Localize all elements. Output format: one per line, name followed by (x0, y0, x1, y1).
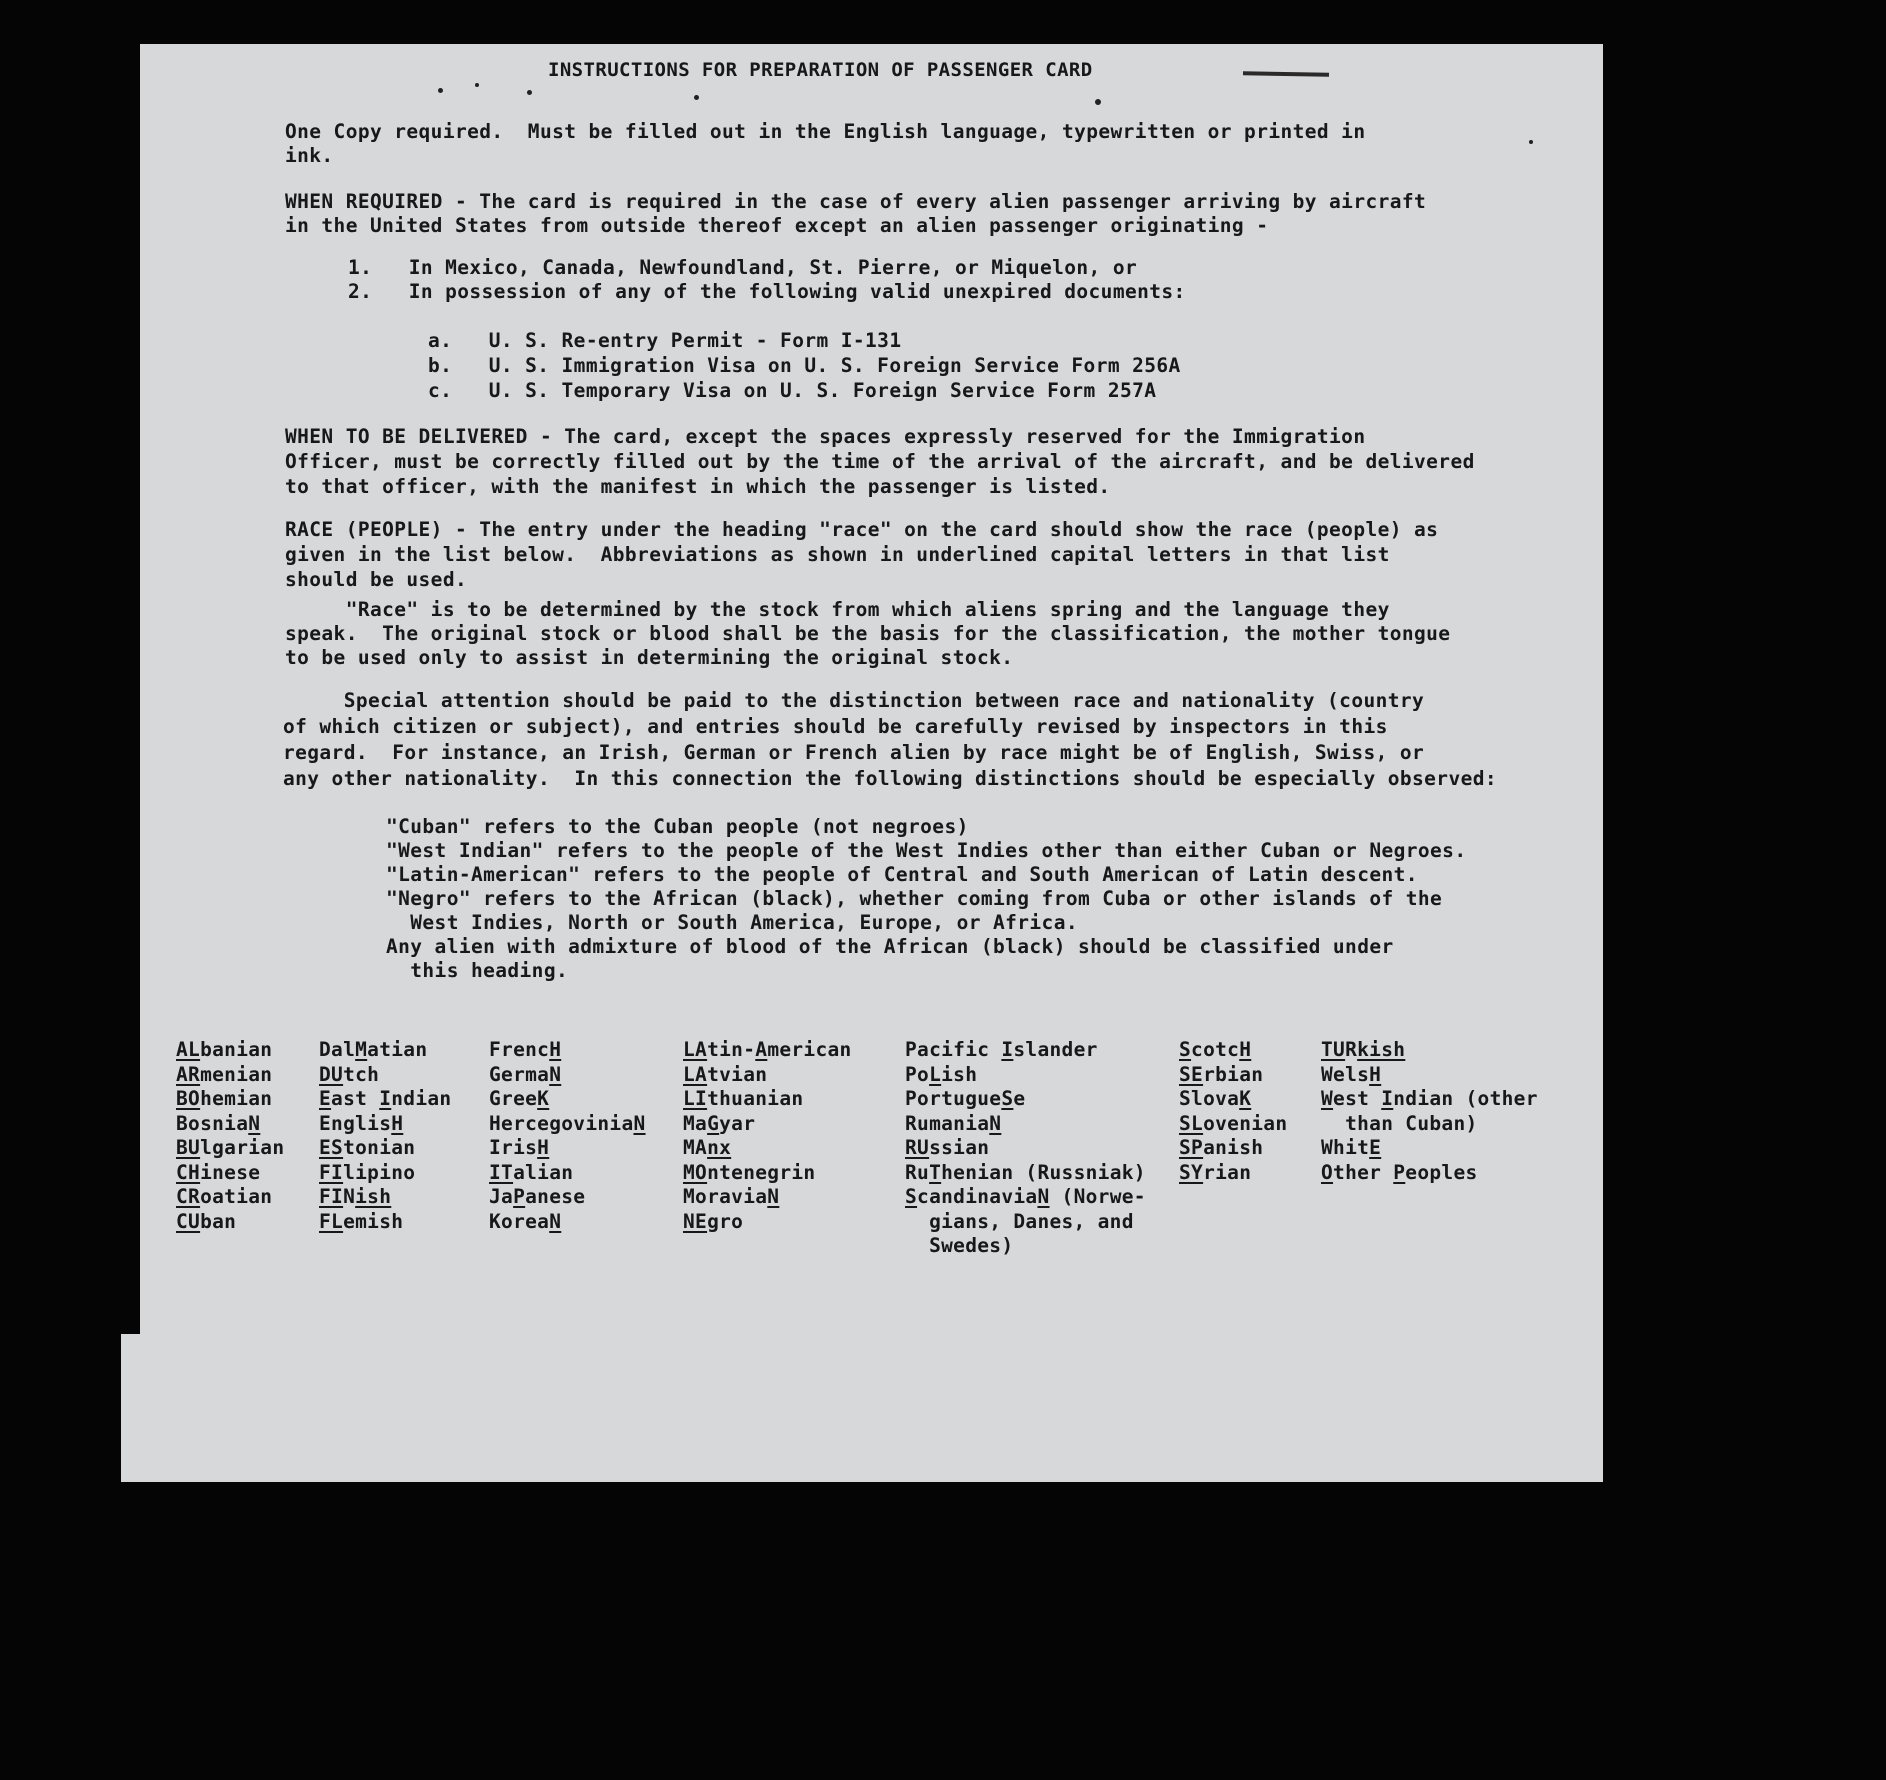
race-entry (683, 1038, 852, 1063)
intro-line: ink. (285, 144, 334, 167)
race-entry (905, 1161, 1146, 1186)
when-required-line: in the United States from outside thereof except an alien passenger originating - (285, 214, 1269, 237)
race-entry (319, 1210, 451, 1235)
abbreviation-letters: P (1393, 1160, 1406, 1184)
race-column-7 (1321, 1038, 1538, 1185)
race-column-1 (176, 1038, 284, 1234)
abbreviation-letters: T (929, 1160, 942, 1184)
race-text: banian (200, 1038, 273, 1061)
abbreviation-letters: CR (176, 1185, 201, 1208)
special-line: regard. For instance, an Irish, German or French alien by race might be of English, Swiss, or (283, 741, 1425, 764)
race-text: Po (905, 1062, 930, 1086)
race-text: tvian (707, 1062, 768, 1086)
race-text: ndian (other (1393, 1087, 1538, 1110)
abbreviation-letters: M (355, 1038, 368, 1061)
race-text: ndian (391, 1087, 452, 1110)
race-column-4 (683, 1038, 852, 1234)
abbreviation-letters: FI (319, 1185, 344, 1208)
race-entry (319, 1112, 451, 1137)
race-entry (683, 1185, 852, 1210)
race-text: menian (200, 1062, 273, 1086)
race-text: ban (200, 1209, 237, 1233)
race-entry (176, 1210, 284, 1235)
distinction-line: Any alien with admixture of blood of the African (black) should be classified under (386, 935, 1394, 958)
abbreviation-letters: CH (176, 1160, 201, 1184)
abbreviation-letters: H (1239, 1038, 1252, 1061)
race-entry (489, 1063, 646, 1088)
race-entry (683, 1063, 852, 1088)
race-text: Rumania (905, 1111, 990, 1135)
race-entry (683, 1161, 852, 1186)
race-entry (1321, 1038, 1538, 1063)
abbreviation-letters: S (1179, 1038, 1192, 1061)
when-delivered-line: WHEN TO BE DELIVERED - The card, except the spaces expressly reserved for the Immigration (285, 425, 1366, 448)
race-text: Gree (489, 1087, 538, 1110)
race-text: oatian (200, 1185, 273, 1208)
abbreviation-letters: N (633, 1111, 646, 1135)
ink-speck (1529, 140, 1533, 144)
race-entry (176, 1063, 284, 1088)
race-entry (1321, 1112, 1538, 1137)
race-text: rian (1203, 1160, 1252, 1184)
abbreviation-letters: H (1369, 1062, 1382, 1086)
ink-speck (475, 83, 479, 87)
race-line: given in the list below. Abbreviations as shown in underlined capital letters in that list (285, 543, 1390, 566)
race-definition-paragraph (285, 598, 1585, 670)
race-entry (1179, 1112, 1287, 1137)
abbreviation-letters: ES (319, 1136, 344, 1159)
abbreviation-letters: O (1321, 1160, 1334, 1184)
abbreviation-letters: IT (489, 1160, 514, 1184)
race-entry (905, 1087, 1146, 1112)
abbreviation-letters: MO (683, 1160, 708, 1184)
race-column-3 (489, 1038, 646, 1234)
ink-speck (438, 88, 443, 93)
race-text: thuanian (707, 1087, 804, 1110)
race-text: Slova (1179, 1087, 1240, 1110)
race-text: R (1345, 1038, 1358, 1061)
numbered-item: 2. In possession of any of the following valid unexpired documents: (348, 280, 1186, 303)
abbreviation-letters: NE (683, 1209, 708, 1233)
abbreviation-letters: BO (176, 1087, 201, 1110)
abbreviation-letters: N (549, 1209, 562, 1233)
race-text: alian (513, 1160, 574, 1184)
distinction-line: this heading. (386, 959, 569, 982)
race-entry (683, 1087, 852, 1112)
abbreviation-letters: K (1239, 1087, 1252, 1110)
race-text: ssian (929, 1136, 990, 1159)
numbered-item: 1. In Mexico, Canada, Newfoundland, St. Pierre, or Miquelon, or (348, 256, 1138, 279)
intro-line: One Copy required. Must be filled out in the English language, typewritten or printed in (285, 120, 1366, 143)
race-text: rbian (1203, 1062, 1264, 1086)
distinction-line: "Cuban" refers to the Cuban people (not negroes) (386, 815, 969, 838)
special-line: Special attention should be paid to the distinction between race and nationality (country (283, 689, 1425, 712)
race-text: eoples (1405, 1160, 1478, 1184)
abbreviation-letters: N (248, 1111, 261, 1135)
race-column-6 (1179, 1038, 1287, 1185)
race-text: MA (683, 1136, 708, 1159)
race-entry (1321, 1087, 1538, 1112)
race-text: lgarian (200, 1136, 285, 1159)
race-entry (176, 1038, 284, 1063)
race-entry (1179, 1087, 1287, 1112)
race-text: lipino (343, 1160, 416, 1184)
when-required-line: WHEN REQUIRED - The card is required in the case of every alien passenger arriving by aircraft (285, 190, 1427, 213)
race-entry (489, 1185, 646, 1210)
race-text: atian (367, 1038, 428, 1061)
special-line: of which citizen or subject), and entries should be carefully revised by inspectors in this (283, 715, 1388, 738)
abbreviation-letters: BU (176, 1136, 201, 1159)
race-text: yar (719, 1111, 756, 1135)
race-text: Englis (319, 1111, 392, 1135)
race-entry (489, 1112, 646, 1137)
race-text: Wels (1321, 1062, 1370, 1086)
race-text: gro (707, 1209, 744, 1233)
race-entry (905, 1136, 1146, 1161)
race-text: Hercegovinia (489, 1111, 634, 1135)
special-line: any other nationality. In this connection the following distinctions should be especially observed: (283, 767, 1497, 790)
abbreviation-letters: N (989, 1111, 1002, 1135)
race-line: should be used. (285, 568, 468, 591)
abbreviation-letters: LA (683, 1038, 708, 1061)
abbreviation-letters: K (537, 1087, 550, 1110)
race-entry (176, 1087, 284, 1112)
race-text: e (1013, 1087, 1026, 1110)
abbreviation-letters: G (707, 1111, 720, 1135)
race-text: tch (343, 1062, 380, 1086)
when-delivered-line: Officer, must be correctly filled out by the time of the arrival of the aircraft, and be delivered (285, 450, 1475, 473)
race-definition-line: "Race" is to be determined by the stock from which aliens spring and the language they (285, 598, 1390, 621)
race-entry (1179, 1161, 1287, 1186)
distinction-line: "West Indian" refers to the people of the West Indies other than either Cuban or Negroes. (386, 839, 1467, 862)
race-definition-line: to be used only to assist in determining the original stock. (285, 646, 1014, 669)
race-line: RACE (PEOPLE) - The entry under the heading "race" on the card should show the race (people) as (285, 518, 1439, 541)
race-entry (176, 1136, 284, 1161)
when-delivered-paragraph (285, 424, 1585, 499)
race-entry (176, 1112, 284, 1137)
abbreviation-letters: SE (1179, 1062, 1204, 1086)
page-title: INSTRUCTIONS FOR PREPARATION OF PASSENGER CARD (548, 59, 1093, 81)
special-attention-paragraph (283, 688, 1583, 792)
race-entry (319, 1161, 451, 1186)
abbreviation-letters: TU (1321, 1038, 1346, 1061)
race-entry (1321, 1063, 1538, 1088)
race-entry (683, 1136, 852, 1161)
race-entry (683, 1210, 852, 1235)
race-column-2 (319, 1038, 451, 1234)
race-definition-line: speak. The original stock or blood shall be the basis for the classification, the mother tongue (285, 622, 1451, 645)
abbreviation-letters: RU (905, 1136, 930, 1159)
abbreviation-letters: CU (176, 1209, 201, 1233)
abbreviation-letters: N (1037, 1185, 1050, 1208)
race-text: Ru (905, 1160, 930, 1184)
abbreviation-letters: AL (176, 1038, 201, 1061)
race-text: Germa (489, 1062, 550, 1086)
race-entry (905, 1063, 1146, 1088)
abbreviation-letters: P (513, 1185, 526, 1208)
race-entry (176, 1161, 284, 1186)
race-entry (1179, 1038, 1287, 1063)
ink-speck (1095, 99, 1101, 105)
race-text: N (343, 1185, 356, 1208)
race-entry (489, 1136, 646, 1161)
distinction-line: "Latin-American" refers to the people of Central and South American of Latin descent. (386, 863, 1418, 886)
abbreviation-letters: SL (1179, 1111, 1204, 1135)
abbreviation-letters: LA (683, 1062, 708, 1086)
race-text: ish (941, 1062, 978, 1086)
race-text: Pacific (905, 1038, 1002, 1061)
abbreviation-letters: N (549, 1062, 562, 1086)
abbreviation-letters: L (929, 1062, 942, 1086)
abbreviation-letters: kish (1357, 1038, 1406, 1061)
abbreviation-letters: H (537, 1136, 550, 1159)
abbreviation-letters: S (905, 1185, 918, 1208)
abbreviation-letters: W (1321, 1087, 1334, 1110)
when-delivered-line: to that officer, with the manifest in which the passenger is listed. (285, 475, 1111, 498)
abbreviation-letters: SY (1179, 1160, 1204, 1184)
abbreviation-letters: FL (319, 1209, 344, 1233)
race-text: ast (331, 1087, 380, 1110)
abbreviation-letters: N (767, 1185, 780, 1208)
race-text: (Norwe- (1049, 1185, 1146, 1208)
race-text: inese (200, 1160, 261, 1184)
abbreviation-letters: DU (319, 1062, 344, 1086)
race-entry (319, 1185, 451, 1210)
race-entry (319, 1136, 451, 1161)
race-text: slander (1013, 1038, 1098, 1061)
race-text: Frenc (489, 1038, 550, 1061)
race-text: candinavia (917, 1185, 1038, 1208)
abbreviation-letters: I (1001, 1038, 1014, 1061)
ink-speck (694, 95, 699, 100)
race-text: ntenegrin (707, 1160, 816, 1184)
numbered-list (348, 256, 1648, 304)
race-text: Whit (1321, 1136, 1370, 1159)
race-entry (1179, 1063, 1287, 1088)
race-entry (489, 1161, 646, 1186)
race-entry (176, 1185, 284, 1210)
race-entry (1179, 1136, 1287, 1161)
race-text: Korea (489, 1209, 550, 1233)
race-text: Bosnia (176, 1111, 249, 1135)
abbreviation-letters: I (1381, 1087, 1394, 1110)
race-text: Ja (489, 1185, 514, 1208)
lettered-item: b. U. S. Immigration Visa on U. S. Foreign Service Form 256A (428, 354, 1181, 377)
race-entry (905, 1112, 1146, 1137)
abbreviation-letters: E (319, 1087, 332, 1110)
race-text: anese (525, 1185, 586, 1208)
race-text: Iris (489, 1136, 538, 1159)
abbreviation-letters: H (391, 1111, 404, 1135)
race-text: ovenian (1203, 1111, 1288, 1135)
abbreviation-letters: ish (355, 1185, 392, 1208)
intro-paragraph (285, 120, 1585, 168)
race-entry (905, 1038, 1146, 1063)
lettered-item: a. U. S. Re-entry Permit - Form I-131 (428, 329, 902, 352)
race-entry (489, 1038, 646, 1063)
abbreviation-letters: I (379, 1087, 392, 1110)
when-required-paragraph (285, 190, 1585, 238)
race-entry (319, 1038, 451, 1063)
race-text: est (1333, 1087, 1382, 1110)
race-text: tin- (707, 1038, 756, 1061)
race-text: anish (1203, 1136, 1264, 1159)
lettered-list (428, 328, 1728, 403)
race-text: Moravia (683, 1185, 768, 1208)
race-text: henian (Russniak) (941, 1160, 1146, 1184)
abbreviation-letters: E (1369, 1136, 1382, 1159)
abbreviation-letters: H (549, 1038, 562, 1061)
race-entry (1321, 1161, 1538, 1186)
race-paragraph (285, 517, 1585, 592)
race-entry (1321, 1136, 1538, 1161)
race-entry (905, 1185, 1146, 1210)
abbreviation-letters: A (755, 1038, 768, 1061)
abbreviation-letters: FI (319, 1160, 344, 1184)
race-text: Portugue (905, 1087, 1002, 1110)
race-text: Swedes) (905, 1234, 1014, 1257)
race-text: Ma (683, 1111, 708, 1135)
race-text: than Cuban) (1321, 1111, 1478, 1135)
distinctions-list (386, 815, 1686, 983)
race-text: merican (767, 1038, 852, 1061)
race-column-5 (905, 1038, 1146, 1259)
race-entry (489, 1210, 646, 1235)
abbreviation-letters: SP (1179, 1136, 1204, 1159)
race-text: ther (1333, 1160, 1394, 1184)
abbreviation-letters: AR (176, 1062, 201, 1086)
distinction-line: West Indies, North or South America, Europe, or Africa. (386, 911, 1078, 934)
race-text: hemian (200, 1087, 273, 1110)
race-text: emish (343, 1209, 404, 1233)
abbreviation-letters: S (1001, 1087, 1014, 1110)
race-text: Dal (319, 1038, 356, 1061)
ink-speck (527, 90, 532, 95)
abbreviation-letters: LI (683, 1087, 708, 1110)
race-entry (683, 1112, 852, 1137)
race-text: tonian (343, 1136, 416, 1159)
distinction-line: "Negro" refers to the African (black), whether coming from Cuba or other islands of the (386, 887, 1443, 910)
race-entry (319, 1063, 451, 1088)
race-entry (905, 1234, 1146, 1259)
abbreviation-letters: nx (707, 1136, 732, 1159)
race-text: cotc (1191, 1038, 1240, 1061)
race-entry (319, 1087, 451, 1112)
race-entry (489, 1087, 646, 1112)
race-entry (905, 1210, 1146, 1235)
race-text: gians, Danes, and (905, 1209, 1134, 1233)
lettered-item: c. U. S. Temporary Visa on U. S. Foreign Service Form 257A (428, 379, 1157, 402)
